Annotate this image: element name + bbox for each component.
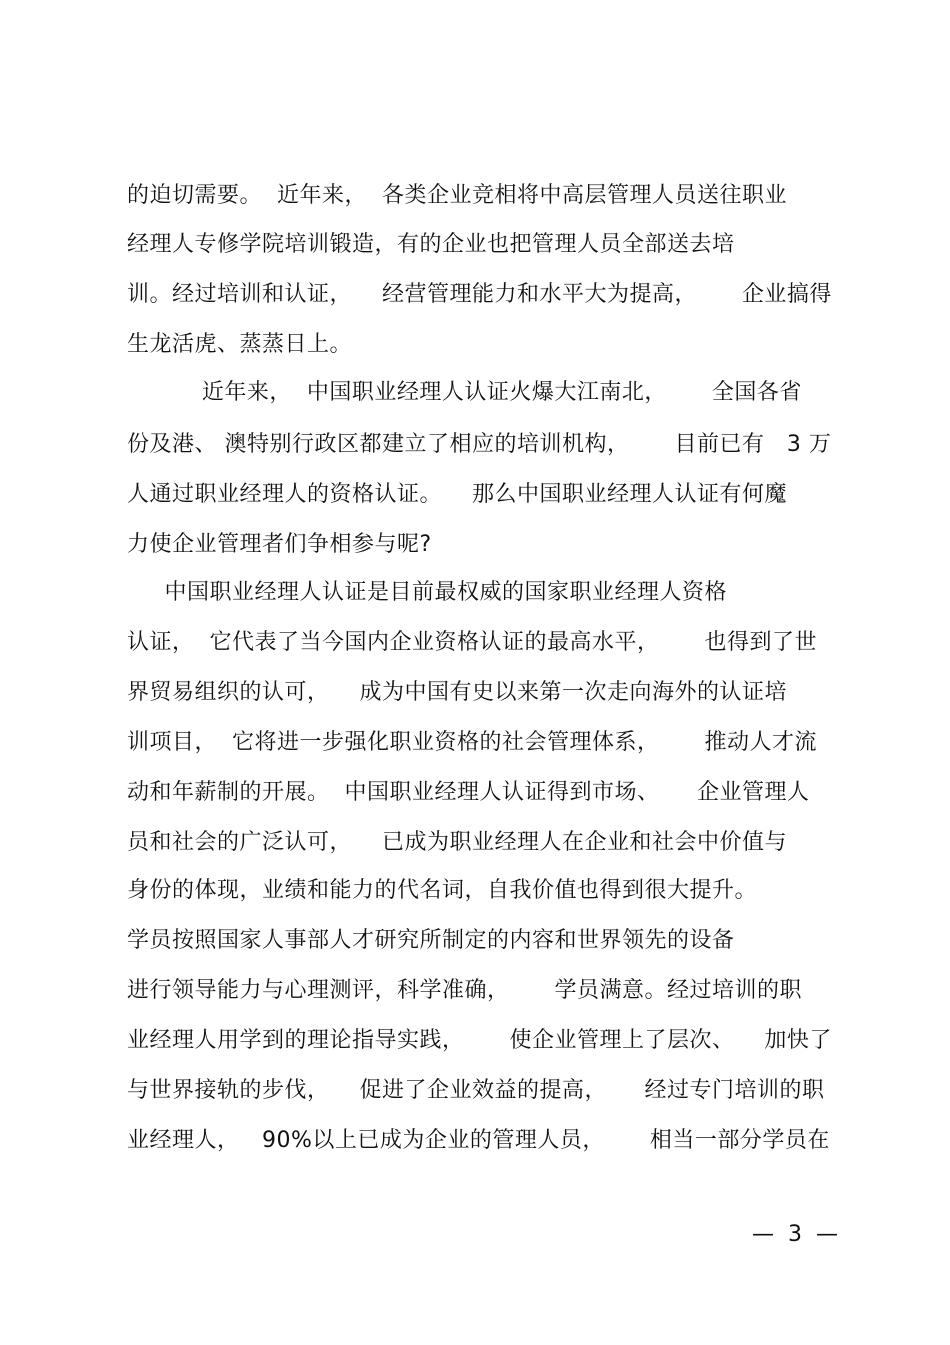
text-line: 经理人专修学院培训锻造，有的企业也把管理人员全部送去培 xyxy=(127,232,735,257)
text-line: 界贸易组织的认可， 成为中国有史以来第一次走向海外的认证培 xyxy=(127,680,787,705)
text-line: 的迫切需要。 近年来， 各类企业竞相将中高层管理人员送往职业 xyxy=(127,183,787,208)
text-line: 身份的体现，业绩和能力的代名词，自我价值也得到很大提升。 xyxy=(127,878,758,903)
text-line: 业经理人用学到的理论指导实践， 使企业管理上了层次、 加快了 xyxy=(127,1028,832,1053)
text-line: 人通过职业经理人的资格认证。 那么中国职业经理人认证有何魔 xyxy=(127,482,787,507)
text-line: 认证， 它代表了当今国内企业资格认证的最高水平， 也得到了世 xyxy=(127,630,817,655)
text-line: 生龙活虎、蒸蒸日上。 xyxy=(127,332,353,357)
text-line: 训。经过培训和认证， 经营管理能力和水平大为提高， 企业搞得 xyxy=(127,282,832,307)
text-line: 学员按照国家人事部人才研究所制定的内容和世界领先的设备 xyxy=(127,928,735,953)
text-line: 份及港、 澳特别行政区都建立了相应的培训机构， 目前已有 3 万 xyxy=(127,432,832,457)
page-number: — 3 — xyxy=(752,1222,838,1247)
text-line: 员和社会的广泛认可， 已成为职业经理人在企业和社会中价值与 xyxy=(127,830,787,855)
text-line: 进行领导能力与心理测评，科学准确， 学员满意。经过培训的职 xyxy=(127,978,802,1003)
text-line: 近年来， 中国职业经理人认证火爆大江南北， 全国各省 xyxy=(127,380,802,405)
text-line: 业经理人， 90%以上已成为企业的管理人员， 相当一部分学员在 xyxy=(127,1128,830,1153)
text-line: 力使企业管理者们争相参与呢? xyxy=(127,532,432,557)
text-line: 动和年薪制的开展。 中国职业经理人认证得到市场、 企业管理人 xyxy=(127,780,810,805)
text-line: 中国职业经理人认证是目前最权威的国家职业经理人资格 xyxy=(127,580,727,605)
text-line: 与世界接轨的步伐， 促进了企业效益的提高， 经过专门培训的职 xyxy=(127,1078,825,1103)
text-line: 训项目， 它将进一步强化职业资格的社会管理体系， 推动人才流 xyxy=(127,730,817,755)
